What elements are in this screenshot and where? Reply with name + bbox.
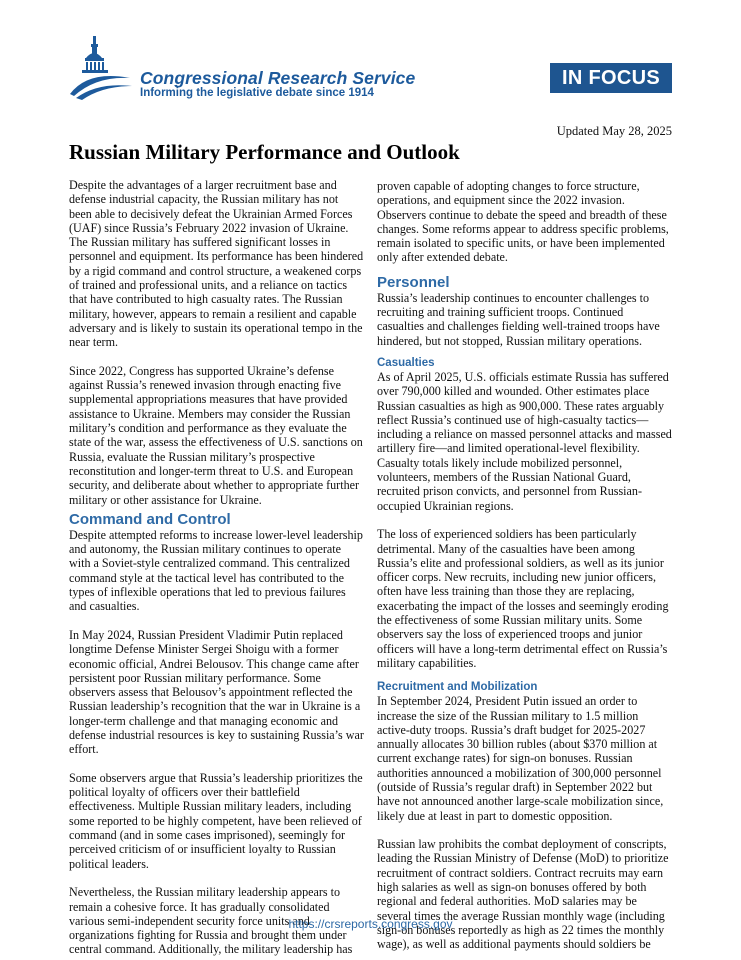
org-tagline: Informing the legislative debate since 1914 bbox=[140, 87, 374, 99]
casualties-paragraph-1: As of April 2025, U.S. officials estimate Russia has suffered over 790,000 killed and wounded. Other estimates place Russian casualties as high as 900,000. These rates arguably reflect Russia’s continued use of high-casualty tactics—including a reliance on massed personnel attacks and massed artillery fire—and limited operational-level flexibility. Casualty totals likely include mobilized personnel, volunteers, members of the Russian National Guard, recruited prison convicts, and personnel from Russian-occupied Ukrainian regions. bbox=[377, 369, 672, 513]
page-header bbox=[0, 0, 741, 120]
congress-paragraph: Since 2022, Congress has supported Ukraine’s defense against Russia’s renewed invasion through enacting five supplemental appropriations measures that have provided assistance to Ukraine. Members may consider the Russian military’s condition and performance as they evaluate the state of the war, assess the effectiveness of U.S. sanctions on Russia, evaluate the Russian military’s prospective reconstitution and longer-term threat to U.S. and European security, and deliberate about whether to appropriate further military or other assistance for Ukraine. bbox=[69, 363, 363, 507]
command-paragraph-continued: proven capable of adopting changes to force structure, operations, and equipment since the 2022 invasion. Observers continue to debate the speed and breadth of these changes. Some reforms appear to address specific problems, remain isolated to specific units, or have been implemented only after extended debate. bbox=[377, 179, 669, 265]
page-title: Russian Military Performance and Outlook bbox=[69, 140, 460, 164]
org-name: Congressional Research Service bbox=[140, 68, 416, 88]
section-heading-personnel: Personnel bbox=[377, 273, 450, 291]
right-column bbox=[377, 179, 672, 960]
in-focus-badge: IN FOCUS bbox=[550, 63, 672, 93]
command-paragraph-1: Despite attempted reforms to increase lower-level leadership and autonomy, the Russian military continues to operate with a Soviet-style centralized command. This centralized command style at the tactical level has contributed to the types of inflexible operations that led to previous failures and casualties. bbox=[69, 527, 363, 614]
recruitment-paragraph-2: Russian law prohibits the combat deployment of conscripts, leading the Russian Ministry of Defense (MoD) to prioritize recruitment of contract soldiers. Contract recruits may earn high salaries as well as sign-on bonuses offered by both regional and federal authorities. MoD salaries may be several times the average Russian monthly wage (including sign-on bonuses reportedly as high as 22 times the monthly wage), as well as additional payments should soldiers be bbox=[377, 837, 669, 952]
capitol-dome-logo-icon bbox=[68, 34, 134, 100]
subsection-heading-recruitment: Recruitment and Mobilization bbox=[377, 681, 538, 694]
command-paragraph-4: Nevertheless, the Russian military leadership appears to remain a cohesive force. It has gradually consolidated various semi-independent security force units and organizations fighting for Russia and brought them under central command. Additionally, the military leadership has bbox=[69, 885, 353, 957]
command-paragraph-3: Some observers argue that Russia’s leadership prioritizes the political loyalty of officers over their battlefield effectiveness. Multiple Russian military leaders, including some reported to be highly competent, have been relieved of command (and in some cases imprisoned), seemingly for perceived criticism of or insufficient loyalty to Russian political leaders. bbox=[69, 770, 363, 871]
intro-paragraph: Despite the advantages of a larger recruitment base and defense industrial capacity, the Russian military has not been able to decisively defeat the Ukrainian Armed Forces (UAF) since Russia’s February 2022 invasion of Ukraine. The Russian military has suffered significant losses in personnel and equipment. Its performance has been hindered by a rigid command and control structure, a weakened corps of trained and professional units, and a reliance on tactics that have contributed to high casualty rates. The Russian military, however, appears to remain a resilient and capable adversary and is likely to sustain its operational tempo in the near term. bbox=[69, 178, 364, 350]
footer-url[interactable]: https://crsreports.congress.gov bbox=[288, 917, 453, 931]
casualties-paragraph-2: The loss of experienced soldiers has been particularly detrimental. Many of the casualties have been among Russia’s elite and professional soldiers, as well as its junior officer corps. New recruits, including new junior officers, often have less training than those they are replacing, exacerbating the impact of the losses and seemingly eroding the effectiveness of some Russian military units. Some observers say the loss of experienced troops and junior officers will have a long-term detrimental effect on Russia’s military capabilities. bbox=[377, 527, 669, 670]
command-paragraph-2: In May 2024, Russian President Vladimir Putin replaced longtime Defense Minister Sergei Shoigu with a former economic official, Andrei Belousov. This change came after persistent poor Russian military performance. Some observers assess that Belousov’s appointment reflected the Russian leadership’s recognition that the war in Ukraine is a longer-term challenge and that managing economic and defense industrial resources is key to sustaining Russia’s war effort. bbox=[69, 627, 364, 757]
section-heading-command-and-control: Command and Control bbox=[69, 510, 231, 528]
recruitment-paragraph-1: In September 2024, President Putin issued an order to increase the size of the Russian military to 1.5 million active-duty troops. Russia’s draft budget for 2025-2027 annually allocates 30 billion rubles (about $370 million at current exchange rates) for sign-on bonuses. Russian authorities announced a mobilization of 300,000 personnel (outside of Russia’s regular draft) in September 2022 but have not announced another large-scale mobilization since, likely due at least in part to domestic opposition. bbox=[377, 694, 664, 823]
updated-date: Updated May 28, 2025 bbox=[556, 124, 672, 138]
left-column bbox=[69, 178, 364, 960]
personnel-paragraph: Russia’s leadership continues to encounter challenges to recruiting and training sufficient troops. Continued casualties and challenges fielding well-trained troops have hindered, but not stopped, Russian military operations. bbox=[377, 290, 660, 348]
subsection-heading-casualties: Casualties bbox=[377, 356, 435, 369]
